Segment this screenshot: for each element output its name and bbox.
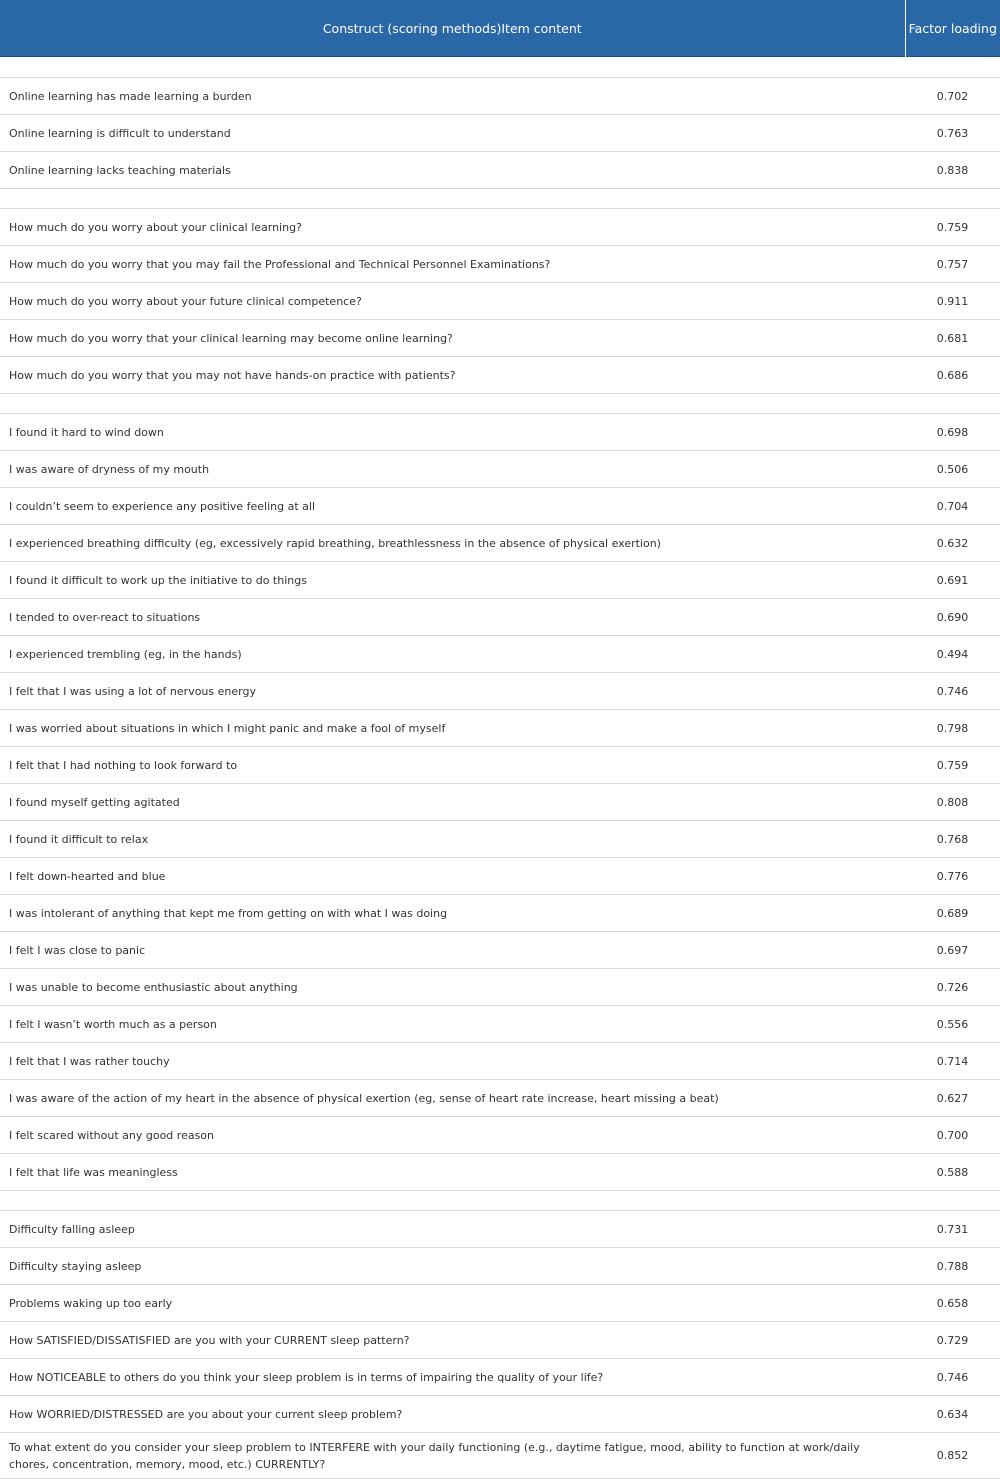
table-row [0, 1211, 1000, 1248]
item-content-cell: I was worried about situations in which I might panic and make a fool of myself [0, 710, 905, 747]
item-content-cell: How much do you worry that your clinical learning may become online learning? [0, 320, 905, 357]
factor-loading-cell: 0.506 [905, 451, 1000, 488]
item-content-cell: Difficulty staying asleep [0, 1248, 905, 1285]
item-content-cell: How WORRIED/DISTRESSED are you about your current sleep problem? [0, 1396, 905, 1433]
table-row [0, 115, 1000, 152]
factor-loading-cell: 0.768 [905, 821, 1000, 858]
section-divider-row [0, 1191, 1000, 1211]
factor-loading-cell: 0.757 [905, 246, 1000, 283]
section-divider-cell [0, 1191, 1000, 1211]
table-row [0, 1433, 1000, 1479]
factor-loading-cell: 0.808 [905, 784, 1000, 821]
table-row [0, 1359, 1000, 1396]
factor-loading-cell: 0.726 [905, 969, 1000, 1006]
table-row [0, 1080, 1000, 1117]
table-row [0, 78, 1000, 115]
section-divider-row [0, 394, 1000, 414]
factor-loading-cell: 0.759 [905, 209, 1000, 246]
table-row [0, 451, 1000, 488]
factor-loading-cell: 0.714 [905, 1043, 1000, 1080]
factor-loading-cell: 0.788 [905, 1248, 1000, 1285]
item-content-cell: I felt down-hearted and blue [0, 858, 905, 895]
item-content-cell: How much do you worry that you may fail the Professional and Technical Personnel Examinations? [0, 246, 905, 283]
item-content-cell: Difficulty falling asleep [0, 1211, 905, 1248]
item-content-cell: I felt I wasn’t worth much as a person [0, 1006, 905, 1043]
factor-loading-cell: 0.759 [905, 747, 1000, 784]
table-row [0, 209, 1000, 246]
item-content-cell: I felt that I was using a lot of nervous energy [0, 673, 905, 710]
table-row [0, 858, 1000, 895]
table-row [0, 1248, 1000, 1285]
item-content-header: Construct (scoring methods)Item content [0, 0, 905, 57]
item-content-cell: I couldn’t seem to experience any positive feeling at all [0, 488, 905, 525]
item-content-cell: I felt that I was rather touchy [0, 1043, 905, 1080]
table-row [0, 821, 1000, 858]
table-row [0, 488, 1000, 525]
item-content-cell: How NOTICEABLE to others do you think your sleep problem is in terms of impairing the quality of your life? [0, 1359, 905, 1396]
table-row [0, 673, 1000, 710]
factor-loading-cell: 0.911 [905, 283, 1000, 320]
table-row [0, 1117, 1000, 1154]
factor-loading-cell: 0.681 [905, 320, 1000, 357]
factor-loading-cell: 0.588 [905, 1154, 1000, 1191]
factor-loading-cell: 0.729 [905, 1322, 1000, 1359]
factor-loading-cell: 0.627 [905, 1080, 1000, 1117]
item-content-cell: I experienced trembling (eg, in the hands) [0, 636, 905, 673]
item-content-cell: I found it difficult to work up the initiative to do things [0, 562, 905, 599]
section-divider-cell [0, 394, 1000, 414]
item-content-cell: I found it hard to wind down [0, 414, 905, 451]
factor-loading-cell: 0.697 [905, 932, 1000, 969]
table-row [0, 1154, 1000, 1191]
table-row [0, 599, 1000, 636]
section-divider-cell [0, 189, 1000, 209]
item-content-cell: To what extent do you consider your sleep problem to INTERFERE with your daily functioning (e.g., daytime fatigue, mood, ability to function at work/daily chores, concentration, memory, mood, etc.) CURRENTLY? [0, 1433, 905, 1479]
item-content-cell: I was unable to become enthusiastic about anything [0, 969, 905, 1006]
item-content-cell: I felt scared without any good reason [0, 1117, 905, 1154]
factor-loading-cell: 0.746 [905, 673, 1000, 710]
factor-loading-cell: 0.632 [905, 525, 1000, 562]
table-row [0, 246, 1000, 283]
item-content-cell: Online learning lacks teaching materials [0, 152, 905, 189]
item-content-cell: I tended to over-react to situations [0, 599, 905, 636]
factor-loading-cell: 0.690 [905, 599, 1000, 636]
factor-loading-cell: 0.556 [905, 1006, 1000, 1043]
item-content-cell: I felt that I had nothing to look forward to [0, 747, 905, 784]
item-content-cell: I found it difficult to relax [0, 821, 905, 858]
item-content-cell: Online learning has made learning a burden [0, 78, 905, 115]
factor-loading-cell: 0.746 [905, 1359, 1000, 1396]
table-row [0, 1396, 1000, 1433]
item-content-cell: I experienced breathing difficulty (eg, excessively rapid breathing, breathlessness in the absence of physical exertion) [0, 525, 905, 562]
factor-loading-cell: 0.494 [905, 636, 1000, 673]
table-row [0, 562, 1000, 599]
table-row [0, 152, 1000, 189]
table-row [0, 969, 1000, 1006]
item-content-cell: I felt I was close to panic [0, 932, 905, 969]
table-row [0, 1285, 1000, 1322]
factor-loading-cell: 0.852 [905, 1433, 1000, 1479]
section-divider-row [0, 57, 1000, 78]
table-row [0, 1043, 1000, 1080]
section-divider-row [0, 189, 1000, 209]
item-content-cell: Online learning is difficult to understand [0, 115, 905, 152]
table-row [0, 320, 1000, 357]
factor-loading-cell: 0.658 [905, 1285, 1000, 1322]
table-header [0, 0, 1000, 57]
item-content-cell: I felt that life was meaningless [0, 1154, 905, 1191]
factor-loading-cell: 0.700 [905, 1117, 1000, 1154]
item-content-cell: How much do you worry that you may not have hands-on practice with patients? [0, 357, 905, 394]
table-row [0, 525, 1000, 562]
table-row [0, 1322, 1000, 1359]
table-row [0, 357, 1000, 394]
section-divider-cell [0, 57, 1000, 78]
factor-loading-cell: 0.763 [905, 115, 1000, 152]
factor-loading-cell: 0.634 [905, 1396, 1000, 1433]
factor-loading-cell: 0.686 [905, 357, 1000, 394]
table-row [0, 747, 1000, 784]
factor-loading-cell: 0.691 [905, 562, 1000, 599]
item-content-cell: I was intolerant of anything that kept me from getting on with what I was doing [0, 895, 905, 932]
factor-loading-cell: 0.776 [905, 858, 1000, 895]
factor-loading-cell: 0.731 [905, 1211, 1000, 1248]
item-content-cell: I was aware of the action of my heart in the absence of physical exertion (eg, sense of heart rate increase, heart missing a beat) [0, 1080, 905, 1117]
item-content-cell: How SATISFIED/DISSATISFIED are you with your CURRENT sleep pattern? [0, 1322, 905, 1359]
table-row [0, 414, 1000, 451]
item-content-cell: Problems waking up too early [0, 1285, 905, 1322]
item-content-cell: I found myself getting agitated [0, 784, 905, 821]
item-content-cell: I was aware of dryness of my mouth [0, 451, 905, 488]
factor-loading-cell: 0.798 [905, 710, 1000, 747]
table-row [0, 710, 1000, 747]
item-content-cell: How much do you worry about your future clinical competence? [0, 283, 905, 320]
table-body [0, 57, 1000, 1479]
table-row [0, 1006, 1000, 1043]
factor-loading-cell: 0.702 [905, 78, 1000, 115]
factor-loading-header: Factor loading [905, 0, 1000, 57]
item-content-cell: How much do you worry about your clinical learning? [0, 209, 905, 246]
factor-loading-cell: 0.689 [905, 895, 1000, 932]
factor-loading-cell: 0.698 [905, 414, 1000, 451]
table-row [0, 932, 1000, 969]
table-row [0, 283, 1000, 320]
table-row [0, 784, 1000, 821]
table-row [0, 636, 1000, 673]
table-row [0, 895, 1000, 932]
factor-loading-cell: 0.704 [905, 488, 1000, 525]
factor-loading-cell: 0.838 [905, 152, 1000, 189]
